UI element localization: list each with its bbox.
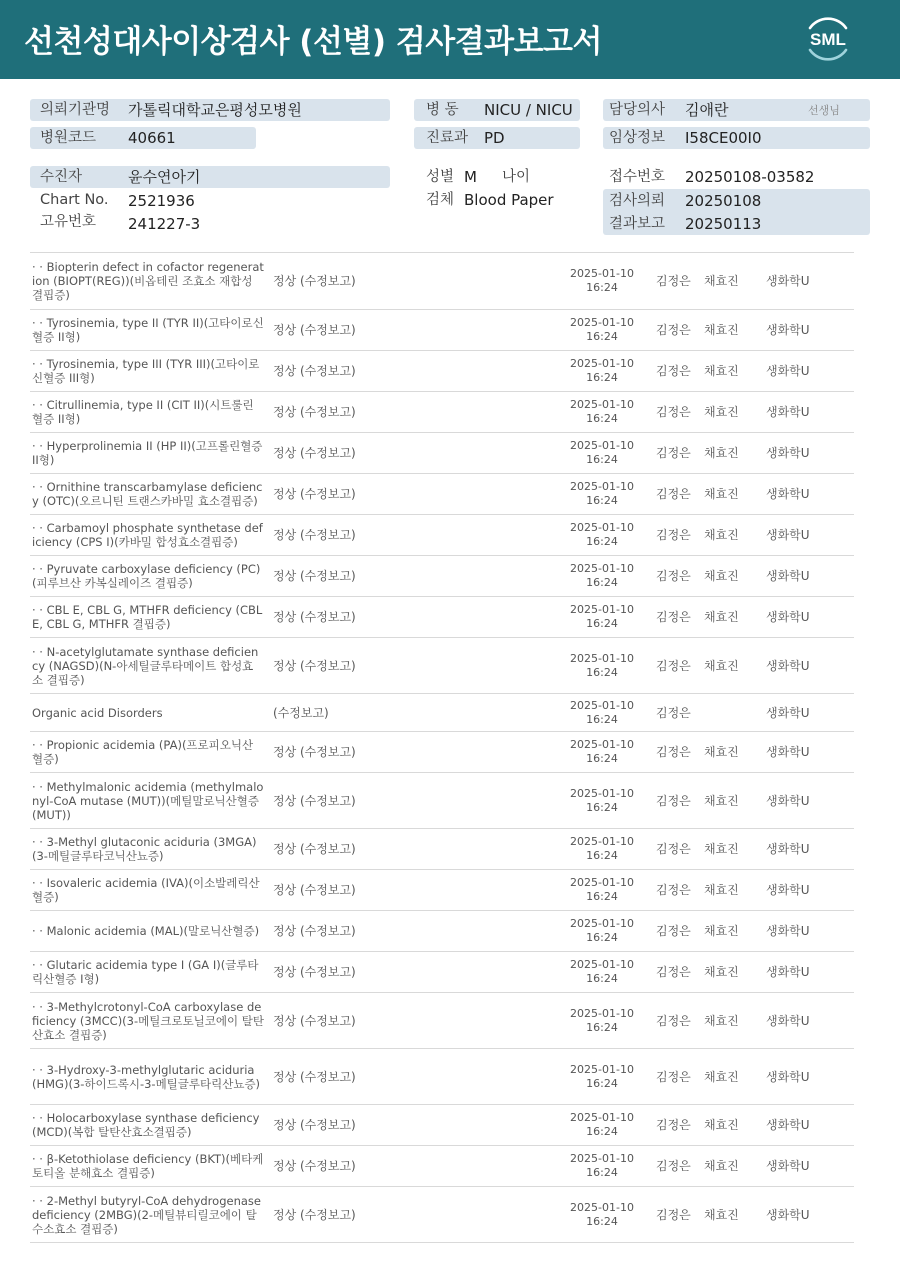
row-time: 16:24 [586,617,618,630]
row-department: 생화학U [766,1159,810,1173]
row-examiner: 김정은 [656,569,691,583]
table-row [30,392,854,433]
row-department: 생화학U [766,1013,810,1028]
row-date: 2025-01-10 [570,398,634,411]
row-department: 생화학U [766,405,810,419]
row-test-name: · · Methylmalonic acidemia (methylmalonyl-CoA mutase (MUT))(메틸말로닉산혈증 (MUT)) [32,779,264,822]
row-test-name: · · Biopterin defect in cofactor regeneration (BIOPT(REG))(비옵테린 조효소 재합성 결핍증) [32,260,264,302]
row-date: 2025-01-10 [570,521,634,534]
row-datetime [552,652,652,680]
row-time: 16:24 [586,665,618,679]
dept-value: PD [484,129,505,147]
table-row [30,597,854,638]
row-examiner: 김정은 [656,274,691,288]
row-test-name: · · Holocarboxylase synthase deficiency (MCD)(복합 탈탄산효소결핍증) [32,1111,260,1139]
table-row [30,1146,854,1187]
row-test-name: · · Tyrosinemia, type II (TYR II)(고타이로신혈증 II형) [32,316,264,344]
row-date: 2025-01-10 [570,603,634,616]
row-test-name: · · Citrullinemia, type II (CIT II)(시트룰린혈증 II형) [32,398,254,426]
row-test-name: · · Pyruvate carboxylase deficiency (PC)(피루브산 카복실레이즈 결핍증) [32,562,261,590]
row-time: 16:24 [586,972,618,985]
row-department: 생화학U [766,1069,810,1084]
table-row [30,773,854,829]
row-date: 2025-01-10 [570,917,634,930]
row-examiner: 김정은 [656,364,691,378]
row-examiner: 김정은 [656,610,691,624]
hospital-code-value: 40661 [128,129,176,147]
row-result: 정상 (수정보고) [273,1069,356,1084]
row-result: 정상 (수정보고) [273,446,356,460]
row-department: 생화학U [766,883,810,897]
row-reviewer: 채효진 [704,1013,739,1028]
row-department: 생화학U [766,1207,810,1222]
row-date: 2025-01-10 [570,738,634,751]
row-test-name: · · β-Ketothiolase deficiency (BKT)(베타케토티올 분해효소 결핍증) [32,1152,264,1180]
table-row [30,474,854,515]
row-date: 2025-01-10 [570,439,634,452]
row-test-name: · · Malonic acidemia (MAL)(말로닉산혈증) [32,924,260,938]
row-reviewer: 채효진 [704,924,739,938]
row-date: 2025-01-10 [570,876,634,889]
row-date: 2025-01-10 [570,1152,634,1165]
row-time: 16:24 [586,1020,618,1034]
row-reviewer: 채효진 [704,883,739,897]
row-department: 생화학U [766,487,810,501]
row-department: 생화학U [766,323,810,337]
ward-value: NICU / NICU [484,101,573,119]
row-result: 정상 (수정보고) [273,610,356,624]
row-department: 생화학U [766,745,810,759]
table-row [30,694,854,732]
report-header [0,0,900,79]
row-time: 16:24 [586,453,618,466]
row-reviewer: 채효진 [704,364,739,378]
chart-value: 2521936 [128,192,195,210]
row-result: 정상 (수정보고) [273,1159,356,1173]
row-test-name: · · 3-Hydroxy-3-methylglutaric aciduria (HMG)(3-하이드록시-3-메틸글루타릭산뇨증) [32,1062,261,1091]
row-department: 생화학U [766,842,810,856]
row-reviewer: 채효진 [704,405,739,419]
row-datetime [552,1111,652,1139]
row-datetime [552,521,652,549]
specimen-value: Blood Paper [464,191,554,209]
row-time: 16:24 [586,1214,618,1228]
row-datetime [552,917,652,945]
row-test-name: · · 3-Methyl glutaconic aciduria (3MGA)(3-메틸글루타코닉산뇨증) [32,835,257,863]
row-time: 16:24 [586,890,618,903]
row-result: 정상 (수정보고) [273,658,356,673]
row-result: 정상 (수정보고) [273,323,356,337]
table-row [30,310,854,351]
row-date: 2025-01-10 [570,562,634,575]
row-reviewer: 채효진 [704,610,739,624]
row-datetime [552,1007,652,1035]
row-test-name: · · N-acetylglutamate synthase deficiency (NAGSD)(N-아세틸글루타메이트 합성효소 결핍증) [32,644,259,687]
row-time: 16:24 [586,1166,618,1179]
row-test-name: · · Carbamoyl phosphate synthetase deficiency (CPS I)(카바밀 합성효소결핍증) [32,521,263,549]
row-test-name: · · Ornithine transcarbamylase deficiency (OTC)(오르니틴 트랜스카바밀 효소결핍증) [32,480,263,508]
row-datetime [552,357,652,385]
row-time: 16:24 [586,281,618,294]
table-row [30,732,854,773]
request-label: 검사의뢰 [609,193,666,209]
row-datetime [552,439,652,467]
table-row [30,1105,854,1146]
row-reviewer: 채효진 [704,1159,739,1173]
row-datetime [552,1201,652,1229]
institution-label: 의뢰기관명 [40,102,111,118]
row-department: 생화학U [766,793,810,808]
row-datetime [552,835,652,863]
table-row [30,952,854,993]
doctor-label: 담당의사 [609,102,666,118]
row-reviewer: 채효진 [704,569,739,583]
row-result: 정상 (수정보고) [273,274,356,288]
row-department: 생화학U [766,924,810,938]
receipt-label: 접수번호 [609,169,666,185]
row-examiner: 김정은 [656,1207,691,1222]
row-time: 16:24 [586,330,618,343]
row-date: 2025-01-10 [570,651,634,665]
table-row [30,829,854,870]
row-result: 정상 (수정보고) [273,883,356,897]
row-department: 생화학U [766,705,810,720]
row-reviewer: 채효진 [704,528,739,542]
row-date: 2025-01-10 [570,480,634,493]
row-reviewer: 채효진 [704,323,739,337]
specimen-label: 검체 [426,192,455,208]
row-reviewer: 채효진 [704,1207,739,1222]
row-time: 16:24 [586,849,618,862]
row-examiner: 김정은 [656,446,691,460]
row-test-name: Organic acid Disorders [32,705,163,720]
institution-value: 가톨릭대학교은평성모병원 [128,101,302,119]
row-date: 2025-01-10 [570,1062,634,1076]
table-row [30,515,854,556]
row-date: 2025-01-10 [570,1006,634,1020]
ward-label: 병 동 [426,102,459,118]
row-examiner: 김정은 [656,965,691,979]
row-result: 정상 (수정보고) [273,528,356,542]
row-department: 생화학U [766,274,810,288]
row-examiner: 김정은 [656,883,691,897]
row-reviewer: 채효진 [704,842,739,856]
row-time: 16:24 [586,371,618,384]
row-reviewer: 채효진 [704,658,739,673]
table-row [30,351,854,392]
row-examiner: 김정은 [656,1013,691,1028]
row-examiner: 김정은 [656,1159,691,1173]
row-result: 정상 (수정보고) [273,1207,356,1222]
report-label: 결과보고 [609,216,666,232]
row-datetime [552,480,652,508]
row-department: 생화학U [766,965,810,979]
row-time: 16:24 [586,712,618,726]
row-reviewer: 채효진 [704,745,739,759]
table-row [30,1049,854,1105]
row-date: 2025-01-10 [570,698,634,712]
receipt-value: 20250108-03582 [685,168,815,186]
row-time: 16:24 [586,1125,618,1138]
row-examiner: 김정은 [656,705,691,720]
row-datetime [552,1063,652,1091]
doctor-suffix: 선생님 [808,104,840,117]
row-date: 2025-01-10 [570,316,634,329]
row-date: 2025-01-10 [570,1200,634,1214]
row-reviewer: 채효진 [704,274,739,288]
row-test-name: · · Hyperprolinemia II (HP II)(고프롤린혈증 II형) [32,439,263,467]
row-department: 생화학U [766,610,810,624]
row-department: 생화학U [766,658,810,673]
row-reviewer: 채효진 [704,1118,739,1132]
sml-logo-text: SML [810,30,846,49]
row-result: 정상 (수정보고) [273,1118,356,1132]
row-time: 16:24 [586,1076,618,1090]
row-test-name: · · CBL E, CBL G, MTHFR deficiency (CBL E, CBL G, MTHFR 결핍증) [32,603,263,631]
row-department: 생화학U [766,569,810,583]
row-time: 16:24 [586,494,618,507]
sml-logo [802,14,854,64]
table-row [30,993,854,1049]
row-result: 정상 (수정보고) [273,1013,356,1028]
table-row [30,433,854,474]
row-datetime [552,562,652,590]
row-datetime [552,316,652,344]
table-row [30,870,854,911]
table-row [30,253,854,310]
row-reviewer: 채효진 [704,1069,739,1084]
row-examiner: 김정은 [656,405,691,419]
row-datetime [552,1152,652,1180]
clinical-value: I58CE00I0 [685,129,762,147]
row-reviewer: 채효진 [704,487,739,501]
row-date: 2025-01-10 [570,267,634,280]
unique-label: 고유번호 [40,214,97,230]
table-row [30,911,854,952]
row-result: 정상 (수정보고) [273,793,356,808]
row-time: 16:24 [586,412,618,425]
request-value: 20250108 [685,192,762,210]
row-time: 16:24 [586,535,618,548]
row-examiner: 김정은 [656,745,691,759]
dept-label: 진료과 [426,130,469,146]
row-test-name: · · Propionic acidemia (PA)(프로피오닉산혈증) [32,738,254,766]
row-result: 정상 (수정보고) [273,364,356,378]
row-result: 정상 (수정보고) [273,569,356,583]
row-reviewer: 채효진 [704,446,739,460]
patient-bar [30,166,390,188]
row-examiner: 김정은 [656,1069,691,1084]
unique-value: 241227-3 [128,215,201,233]
results-table [30,252,854,1243]
row-result: 정상 (수정보고) [273,924,356,938]
doctor-value: 김애란 [685,101,729,119]
row-time: 16:24 [586,931,618,944]
row-result: 정상 (수정보고) [273,842,356,856]
row-test-name: · · 3-Methylcrotonyl-CoA carboxylase deficiency (3MCC)(3-메틸크로토닐코에이 탈탄산효소 결핍증) [32,999,264,1042]
row-reviewer: 채효진 [704,793,739,808]
row-datetime [552,267,652,295]
row-date: 2025-01-10 [570,786,634,800]
row-test-name: · · 2-Methyl butyryl-CoA dehydrogenase deficiency (2MBG)(2-메틸뷰티릴코에이 탈수소효소 결핍증) [32,1193,261,1236]
table-row [30,1187,854,1243]
row-datetime [552,876,652,904]
row-time: 16:24 [586,800,618,814]
row-time: 16:24 [586,576,618,589]
row-datetime [552,738,652,766]
row-examiner: 김정은 [656,842,691,856]
row-examiner: 김정은 [656,924,691,938]
report-value: 20250113 [685,215,762,233]
age-label: 나이 [502,169,531,185]
report-title: 선천성대사이상검사 (선별) 검사결과보고서 [24,24,602,60]
row-date: 2025-01-10 [570,835,634,848]
row-date: 2025-01-10 [570,357,634,370]
row-datetime [552,398,652,426]
row-reviewer: 채효진 [704,965,739,979]
row-date: 2025-01-10 [570,958,634,971]
row-date: 2025-01-10 [570,1111,634,1124]
row-result: 정상 (수정보고) [273,965,356,979]
row-result: 정상 (수정보고) [273,487,356,501]
patient-label: 수진자 [40,169,83,185]
hospital-code-label: 병원코드 [40,130,97,146]
row-datetime [552,787,652,815]
row-department: 생화학U [766,364,810,378]
row-time: 16:24 [586,752,618,765]
row-examiner: 김정은 [656,1118,691,1132]
row-examiner: 김정은 [656,487,691,501]
row-examiner: 김정은 [656,323,691,337]
row-test-name: · · Tyrosinemia, type III (TYR III)(고타이로신혈증 III형) [32,357,260,385]
row-test-name: · · Glutaric acidemia type I (GA I)(글루타릭산혈증 I형) [32,958,259,986]
clinical-label: 임상정보 [609,130,666,146]
row-department: 생화학U [766,528,810,542]
patient-value: 윤수연아기 [128,168,201,186]
row-examiner: 김정은 [656,658,691,673]
row-result: 정상 (수정보고) [273,745,356,759]
row-test-name: · · Isovaleric acidemia (IVA)(이소발레릭산혈증) [32,876,260,904]
row-department: 생화학U [766,446,810,460]
sex-label: 성별 [426,169,455,185]
row-examiner: 김정은 [656,528,691,542]
row-datetime [552,958,652,986]
sex-value: M [464,168,477,186]
row-datetime [552,603,652,631]
row-result: (수정보고) [273,705,329,720]
row-result: 정상 (수정보고) [273,405,356,419]
chart-label: Chart No. [40,192,109,208]
row-department: 생화학U [766,1118,810,1132]
row-datetime [552,699,652,727]
table-row [30,638,854,694]
table-row [30,556,854,597]
row-examiner: 김정은 [656,793,691,808]
